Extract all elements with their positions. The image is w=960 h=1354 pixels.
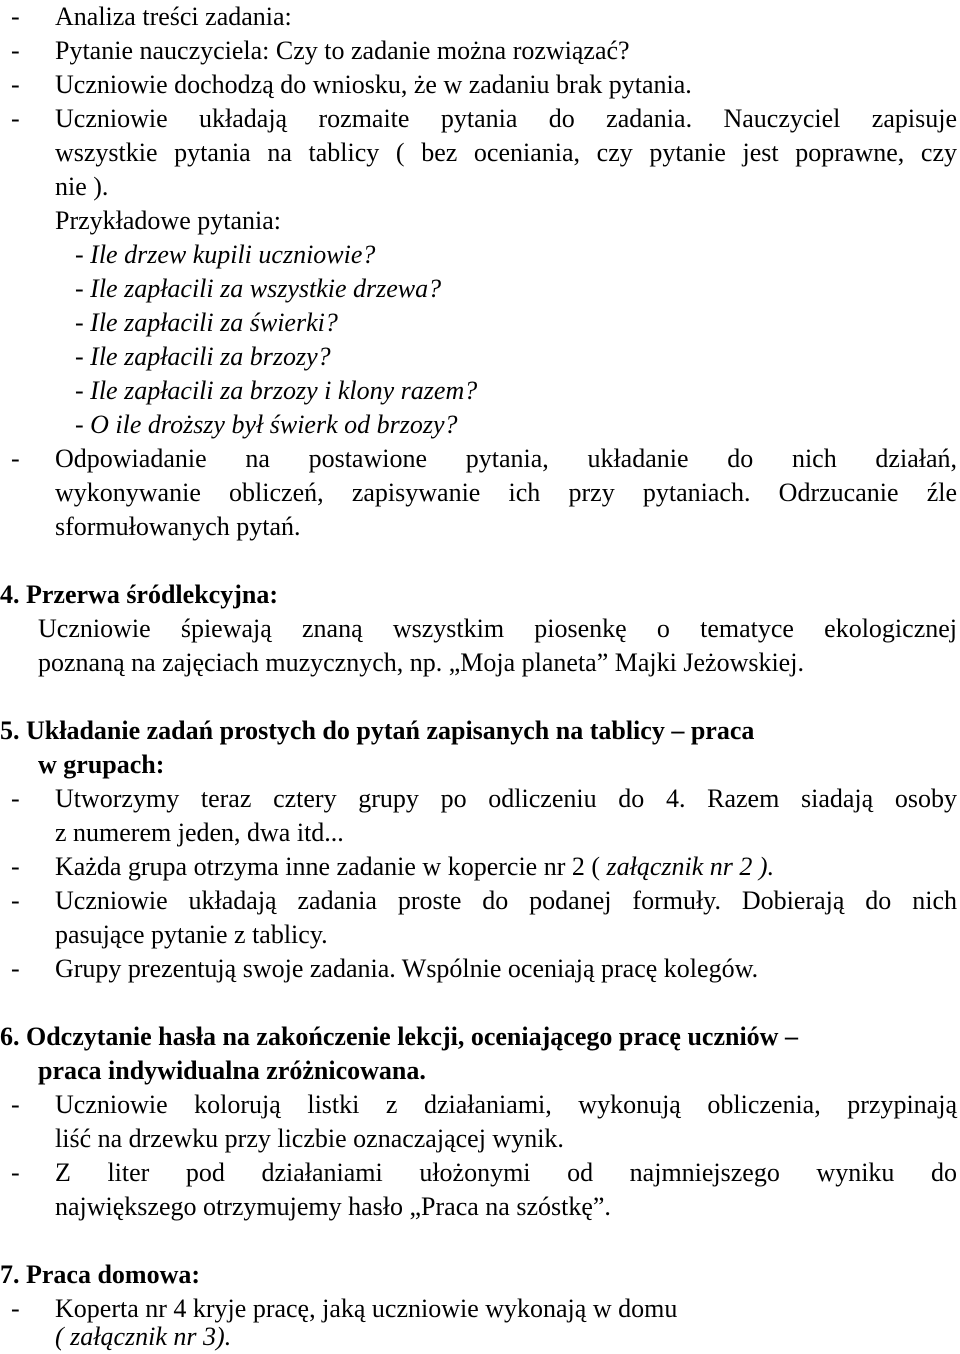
section-text: z numerem jeden, dwa itd...	[55, 818, 344, 847]
analysis-text: wykonywanie obliczeń, zapisywanie ich przy pytaniach. Odrzucanie źle	[55, 478, 957, 507]
bullet-dash: -	[11, 444, 20, 473]
section-5-line-2	[0, 850, 960, 884]
example-question-text: - Ile zapłacili za wszystkie drzewa?	[75, 274, 442, 303]
section-text: Koperta nr 4 kryje pracę, jaką uczniowie wykonają w domu	[55, 1294, 678, 1323]
example-question	[0, 306, 960, 340]
example-question-text: - Ile zapłacili za świerki?	[75, 308, 338, 337]
analysis-text: Odpowiadanie na postawione pytania, układanie do nich działań,	[55, 444, 957, 473]
section-5-title-2	[0, 748, 960, 782]
example-question-text: - Ile zapłacili za brzozy i klony razem?	[75, 376, 478, 405]
section-text: Utworzymy teraz cztery grupy po odliczeniu do 4. Razem siadają osoby	[55, 784, 957, 813]
analysis-text: Uczniowie dochodzą do wniosku, że w zadaniu brak pytania.	[55, 70, 692, 99]
example-question	[0, 340, 960, 374]
analysis-line-4c	[0, 170, 960, 204]
section-5-line-3b	[0, 918, 960, 952]
section-4-line-1	[0, 612, 960, 646]
section-5-line-1b	[0, 816, 960, 850]
section-title-text: w grupach:	[38, 750, 165, 779]
attachment-reference: ( załącznik nr 3).	[55, 1322, 232, 1351]
examples-title-text: Przykładowe pytania:	[55, 206, 281, 235]
analysis-text: sformułowanych pytań.	[55, 512, 301, 541]
examples-title	[0, 204, 960, 238]
analysis-line-5	[0, 442, 960, 476]
analysis-line-3	[0, 68, 960, 102]
section-7-line-1b	[0, 1320, 960, 1354]
attachment-reference: załącznik nr 2 ).	[606, 852, 775, 881]
section-4-line-2	[0, 646, 960, 680]
bullet-dash: -	[11, 1158, 20, 1187]
analysis-line-5c	[0, 510, 960, 544]
bullet-dash: -	[11, 852, 20, 881]
analysis-text: nie ).	[55, 172, 109, 201]
section-title-text: praca indywidualna zróżnicowana.	[38, 1056, 426, 1085]
section-text: liść na drzewku przy liczbie oznaczającej wynik.	[55, 1124, 564, 1153]
section-6-line-1	[0, 1088, 960, 1122]
section-7-title	[0, 1258, 960, 1292]
analysis-text: Pytanie nauczyciela: Czy to zadanie można rozwiązać?	[55, 36, 630, 65]
analysis-line-4	[0, 102, 960, 136]
section-text: Uczniowie układają zadania proste do podanej formuły. Dobierają do nich	[55, 886, 957, 915]
example-question	[0, 238, 960, 272]
bullet-dash: -	[11, 2, 20, 31]
section-text: pasujące pytanie z tablicy.	[55, 920, 328, 949]
analysis-text: Analiza treści zadania:	[55, 2, 292, 31]
example-question-text: - Ile zapłacili za brzozy?	[75, 342, 331, 371]
analysis-line-5b	[0, 476, 960, 510]
bullet-dash: -	[11, 70, 20, 99]
bullet-dash: -	[11, 1294, 20, 1323]
section-text: największego otrzymujemy hasło „Praca na szóstkę”.	[55, 1192, 611, 1221]
bullet-dash: -	[11, 886, 20, 915]
section-6-title	[0, 1020, 960, 1054]
section-text	[55, 850, 774, 884]
section-title-text: 5. Układanie zadań prostych do pytań zapisanych na tablicy – praca	[0, 716, 755, 745]
analysis-line-1	[0, 0, 960, 34]
section-6-line-1b	[0, 1122, 960, 1156]
section-6-line-2	[0, 1156, 960, 1190]
section-4-title	[0, 578, 960, 612]
bullet-dash: -	[11, 36, 20, 65]
bullet-dash: -	[11, 1090, 20, 1119]
analysis-line-4b	[0, 136, 960, 170]
section-6-title-2	[0, 1054, 960, 1088]
example-question	[0, 272, 960, 306]
section-5-line-3	[0, 884, 960, 918]
section-text: Z liter pod działaniami ułożonymi od najmniejszego wyniku do	[55, 1158, 957, 1187]
section-5-line-1	[0, 782, 960, 816]
section-title-text: 6. Odczytanie hasła na zakończenie lekcji, oceniającego pracę uczniów –	[0, 1022, 798, 1051]
bullet-dash: -	[11, 104, 20, 133]
example-question	[0, 408, 960, 442]
section-title-text: 4. Przerwa śródlekcyjna:	[0, 580, 278, 609]
example-question-text: - O ile droższy był świerk od brzozy?	[75, 410, 458, 439]
section-text: Grupy prezentują swoje zadania. Wspólnie oceniają pracę kolegów.	[55, 954, 759, 983]
example-question	[0, 374, 960, 408]
section-text: Uczniowie kolorują listki z działaniami, wykonują obliczenia, przypinają	[55, 1090, 957, 1119]
bullet-dash: -	[11, 784, 20, 813]
section-5-line-4	[0, 952, 960, 986]
section-title-text: 7. Praca domowa:	[0, 1260, 201, 1289]
section-text-part: Każda grupa otrzyma inne zadanie w kopercie nr 2 (	[55, 852, 607, 881]
example-question-text: - Ile drzew kupili uczniowie?	[75, 240, 376, 269]
analysis-line-2	[0, 34, 960, 68]
analysis-text: wszystkie pytania na tablicy ( bez oceniania, czy pytanie jest poprawne, czy	[55, 138, 957, 167]
section-text: poznaną na zajęciach muzycznych, np. „Moja planeta” Majki Jeżowskiej.	[38, 648, 804, 677]
section-6-line-2b	[0, 1190, 960, 1224]
section-5-title	[0, 714, 960, 748]
analysis-text: Uczniowie układają rozmaite pytania do zadania. Nauczyciel zapisuje	[55, 104, 957, 133]
bullet-dash: -	[11, 954, 20, 983]
section-text: Uczniowie śpiewają znaną wszystkim piosenkę o tematyce ekologicznej	[38, 614, 957, 643]
